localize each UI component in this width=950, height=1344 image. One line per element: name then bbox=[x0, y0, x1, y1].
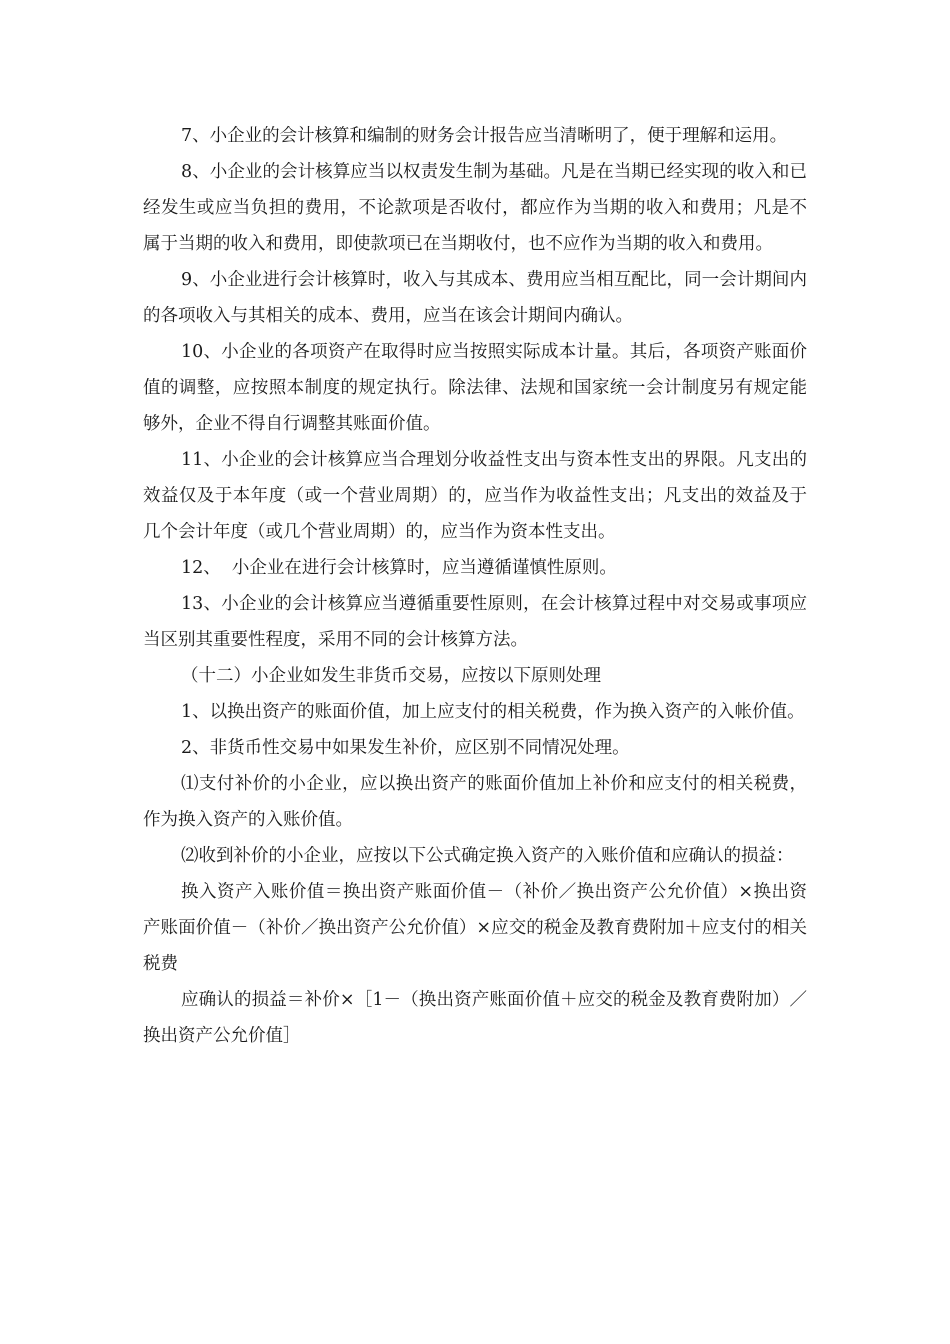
formula-recognized-gain: 应确认的损益＝补价×［1－（换出资产账面价值＋应交的税金及教育费附加）／换出资产公允价值］ bbox=[143, 990, 807, 1046]
paragraph-12-prudence: 12、 小企业在进行会计核算时，应当遵循谨慎性原则。 bbox=[181, 558, 617, 578]
document-page bbox=[143, 118, 807, 1054]
paragraph-nm-2-1: ⑴支付补价的小企业，应以换出资产的账面价值加上补价和应支付的相关税费，作为换入资产的入账价值。 bbox=[143, 774, 807, 830]
paragraph-9-matching: 9、小企业进行会计核算时，收入与其成本、费用应当相互配比，同一会计期间内的各项收入与其相关的成本、费用，应当在该会计期间内确认。 bbox=[143, 270, 807, 326]
paragraph-11-capital-vs-revenue: 11、小企业的会计核算应当合理划分收益性支出与资本性支出的界限。凡支出的效益仅及于本年度（或一个营业周期）的，应当作为收益性支出；凡支出的效益及于几个会计年度（或几个营业周期）的，应当作为资本性支出。 bbox=[143, 450, 807, 542]
paragraph-nm-2-2: ⑵收到补价的小企业，应按以下公式确定换入资产的入账价值和应确认的损益： bbox=[181, 846, 794, 866]
paragraph-nm-1: 1、以换出资产的账面价值，加上应支付的相关税费，作为换入资产的入帐价值。 bbox=[181, 702, 805, 722]
formula-entry-value: 换入资产入账价值＝换出资产账面价值－（补价／换出资产公允价值）×换出资产账面价值－（补价／换出资产公允价值）×应交的税金及教育费附加＋应支付的相关税费 bbox=[143, 882, 807, 974]
paragraph-13-materiality: 13、小企业的会计核算应当遵循重要性原则，在会计核算过程中对交易或事项应当区别其重要性程度，采用不同的会计核算方法。 bbox=[143, 594, 807, 650]
paragraph-8-accrual-basis: 8、小企业的会计核算应当以权责发生制为基础。凡是在当期已经实现的收入和已经发生或应当负担的费用，不论款项是否收付，都应作为当期的收入和费用；凡是不属于当期的收入和费用，即使款项已在当期收付，也不应作为当期的收入和费用。 bbox=[143, 162, 807, 254]
section-heading-non-monetary: （十二）小企业如发生非货币交易，应按以下原则处理 bbox=[181, 666, 601, 686]
paragraph-7-clarity: 7、小企业的会计核算和编制的财务会计报告应当清晰明了，便于理解和运用。 bbox=[181, 126, 788, 146]
paragraph-nm-2: 2、非货币性交易中如果发生补价，应区别不同情况处理。 bbox=[181, 738, 630, 758]
paragraph-10-historical-cost: 10、小企业的各项资产在取得时应当按照实际成本计量。其后，各项资产账面价值的调整，应按照本制度的规定执行。除法律、法规和国家统一会计制度另有规定能够外，企业不得自行调整其账面价值。 bbox=[143, 342, 807, 434]
